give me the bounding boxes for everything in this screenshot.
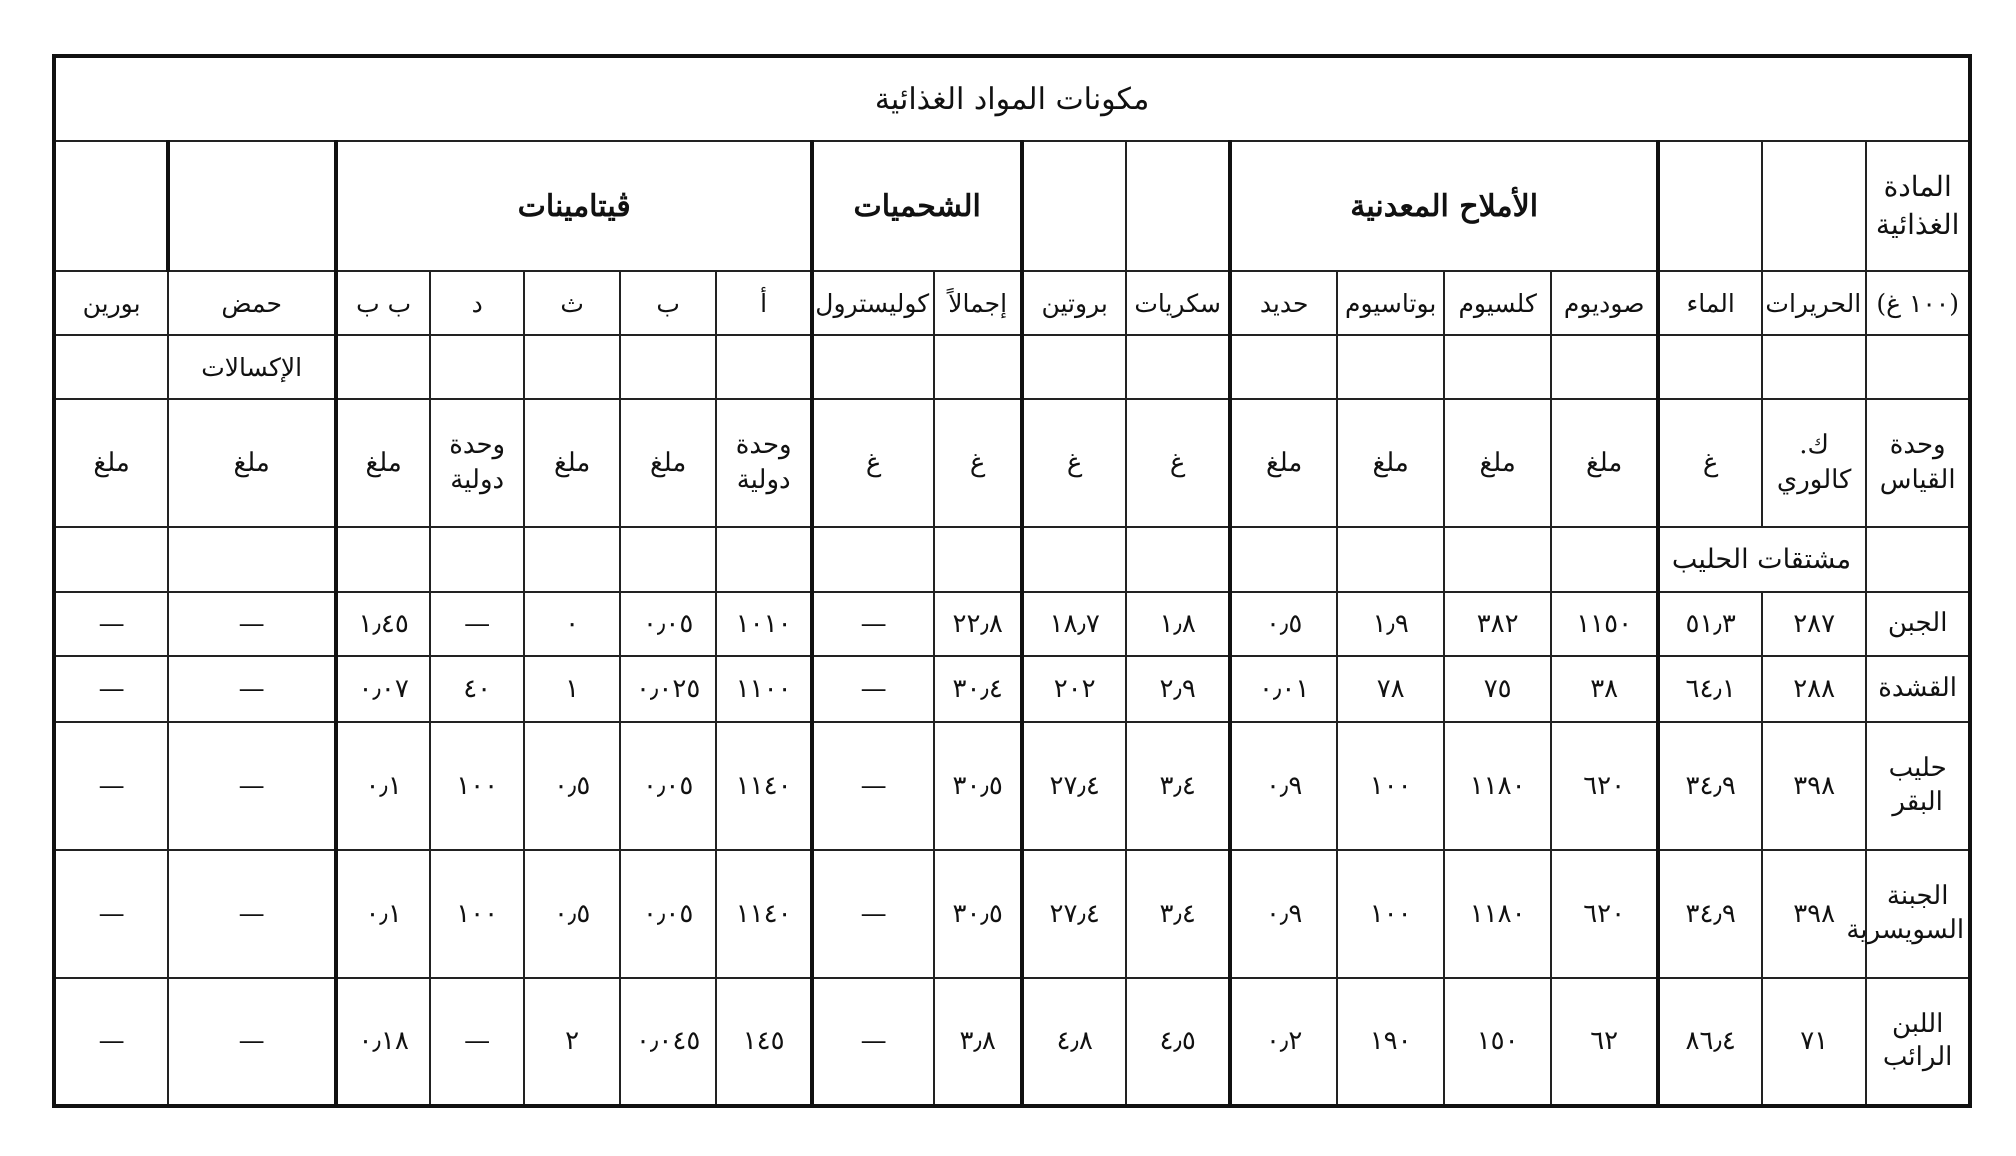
food-item-header: المادة الغذائية xyxy=(1866,141,1970,271)
unit-vitamin-b: ملغ xyxy=(620,399,716,527)
nutrition-table xyxy=(52,54,1972,1108)
section-dairy-products: مشتقات الحليب xyxy=(1658,527,1866,591)
table-cell: ٣٠٫٥ xyxy=(934,850,1022,978)
table-cell: ٣٩٨ xyxy=(1762,722,1866,850)
table-row xyxy=(54,656,1970,722)
vitamin-b-header: ب xyxy=(620,271,716,335)
table-cell: ١٠١٠ xyxy=(716,592,812,656)
unit-potassium: ملغ xyxy=(1337,399,1444,527)
table-cell: ١١٨٠ xyxy=(1444,722,1551,850)
table-cell: ٠٫١٨ xyxy=(336,978,430,1106)
table-cell: ٠٫٠٥ xyxy=(620,850,716,978)
unit-protein: غ xyxy=(1022,399,1126,527)
unit-calories: ك. كالوري xyxy=(1762,399,1866,527)
table-cell: ١١٤٠ xyxy=(716,850,812,978)
table-cell: — xyxy=(812,978,934,1106)
table-cell: ٠٫٥ xyxy=(524,850,620,978)
table-cell: ١٩٠ xyxy=(1337,978,1444,1106)
food-name: الجبنة السويسرية xyxy=(1866,850,1970,978)
purine-header: بورين xyxy=(54,271,168,335)
table-cell: ٢٫٩ xyxy=(1126,656,1230,722)
table-cell: ٤٫٥ xyxy=(1126,978,1230,1106)
table-cell: ٠٫٠٢٥ xyxy=(620,656,716,722)
table-cell: ٧١ xyxy=(1762,978,1866,1106)
empty-group-cell xyxy=(1126,141,1230,271)
table-cell: ٣٫٤ xyxy=(1126,850,1230,978)
table-cell: ٧٨ xyxy=(1337,656,1444,722)
unit-sodium: ملغ xyxy=(1551,399,1658,527)
table-cell: ٤٠ xyxy=(430,656,524,722)
table-cell: — xyxy=(812,656,934,722)
table-cell: ١٠٠ xyxy=(430,850,524,978)
table-cell: ٢ xyxy=(524,978,620,1106)
nutrition-table-sheet xyxy=(52,54,1968,1108)
table-cell: ١١٤٠ xyxy=(716,722,812,850)
table-cell: — xyxy=(168,978,336,1106)
food-rows xyxy=(54,592,1970,1107)
table-cell: ٣٤٫٩ xyxy=(1658,850,1762,978)
table-cell: ٨٦٫٤ xyxy=(1658,978,1762,1106)
table-cell: ٣٨٢ xyxy=(1444,592,1551,656)
unit-oxalic-acid: ملغ xyxy=(168,399,336,527)
table-cell: ٠٫٩ xyxy=(1230,850,1337,978)
vitamin-d-header: د xyxy=(430,271,524,335)
table-row xyxy=(54,722,1970,850)
unit-vitamin-c: ملغ xyxy=(524,399,620,527)
table-cell: ٠ xyxy=(524,592,620,656)
table-cell: ٠٫١ xyxy=(336,722,430,850)
table-cell: — xyxy=(168,850,336,978)
unit-vitamin-d: وحدة دولية xyxy=(430,399,524,527)
table-cell: ٠٫٩ xyxy=(1230,722,1337,850)
table-cell: ٣٩٨ xyxy=(1762,850,1866,978)
table-cell: — xyxy=(168,656,336,722)
iron-header: حديد xyxy=(1230,271,1337,335)
table-cell: ١ xyxy=(524,656,620,722)
table-cell: — xyxy=(168,592,336,656)
table-cell: ٢٧٫٤ xyxy=(1022,722,1126,850)
food-name: القشدة xyxy=(1866,656,1970,722)
table-cell: ٠٫٥ xyxy=(1230,592,1337,656)
per-100g-header: (١٠٠ غ) xyxy=(1866,271,1970,335)
empty-group-cell xyxy=(1022,141,1126,271)
table-cell: ١١٥٠ xyxy=(1551,592,1658,656)
table-cell: — xyxy=(168,722,336,850)
vitamin-bb-header: ب ب xyxy=(336,271,430,335)
vitamins-group-header: ڤيتامينات xyxy=(336,141,812,271)
table-title: مكونات المواد الغذائية xyxy=(54,56,1970,141)
empty-group-cell xyxy=(1658,141,1762,271)
unit-cholesterol: غ xyxy=(812,399,934,527)
unit-water: غ xyxy=(1658,399,1762,527)
table-cell: ١٠٠ xyxy=(1337,722,1444,850)
table-cell: — xyxy=(430,978,524,1106)
table-cell: ١١٠٠ xyxy=(716,656,812,722)
unit-sugars: غ xyxy=(1126,399,1230,527)
oxalic-acid-header: حمض xyxy=(168,271,336,335)
table-cell: ٣٨ xyxy=(1551,656,1658,722)
empty-group-cell xyxy=(168,141,336,271)
table-cell: ٦٢٠ xyxy=(1551,722,1658,850)
table-cell: ٥١٫٣ xyxy=(1658,592,1762,656)
table-cell: ٣٤٫٩ xyxy=(1658,722,1762,850)
calories-header: الحريرات xyxy=(1762,271,1866,335)
table-cell: ١٫٨ xyxy=(1126,592,1230,656)
cholesterol-header: كوليسترول xyxy=(812,271,934,335)
table-cell: ٧٥ xyxy=(1444,656,1551,722)
table-cell: — xyxy=(812,722,934,850)
table-row xyxy=(54,850,1970,978)
table-cell: ٣٫٤ xyxy=(1126,722,1230,850)
sodium-header: صوديوم xyxy=(1551,271,1658,335)
oxalic-acid-header-line2: الإكسالات xyxy=(168,335,336,399)
empty-group-cell xyxy=(54,141,168,271)
table-cell: ٠٫٠٧ xyxy=(336,656,430,722)
fats-group-header: الشحميات xyxy=(812,141,1022,271)
table-cell: — xyxy=(812,592,934,656)
table-cell: ١٤٥ xyxy=(716,978,812,1106)
unit-label: وحدة القياس xyxy=(1866,399,1970,527)
protein-header: بروتين xyxy=(1022,271,1126,335)
table-cell: ٢٧٫٤ xyxy=(1022,850,1126,978)
table-cell: ١٫٩ xyxy=(1337,592,1444,656)
calcium-header: كلسيوم xyxy=(1444,271,1551,335)
table-cell: ٢٨٨ xyxy=(1762,656,1866,722)
table-cell: — xyxy=(54,592,168,656)
table-cell: ٠٫٠٥ xyxy=(620,592,716,656)
vitamin-a-header: أ xyxy=(716,271,812,335)
food-name: حليب البقر xyxy=(1866,722,1970,850)
table-cell: ٦٢٠ xyxy=(1551,850,1658,978)
table-cell: — xyxy=(812,850,934,978)
table-row xyxy=(54,592,1970,656)
table-row xyxy=(54,978,1970,1106)
unit-total-fat: غ xyxy=(934,399,1022,527)
table-cell: ٠٫١ xyxy=(336,850,430,978)
water-header: الماء xyxy=(1658,271,1762,335)
table-cell: ٦٢ xyxy=(1551,978,1658,1106)
table-cell: ٠٫٥ xyxy=(524,722,620,850)
table-cell: ١٠٠ xyxy=(1337,850,1444,978)
table-cell: ١٥٠ xyxy=(1444,978,1551,1106)
table-cell: ٢٨٧ xyxy=(1762,592,1866,656)
table-cell: — xyxy=(54,978,168,1106)
table-cell: ٢٢٫٨ xyxy=(934,592,1022,656)
unit-vitamin-bb: ملغ xyxy=(336,399,430,527)
table-cell: ٣٠٫٤ xyxy=(934,656,1022,722)
table-cell: ١٫٤٥ xyxy=(336,592,430,656)
unit-calcium: ملغ xyxy=(1444,399,1551,527)
table-cell: ٣٠٫٥ xyxy=(934,722,1022,850)
table-cell: ٠٫٢ xyxy=(1230,978,1337,1106)
table-cell: — xyxy=(54,656,168,722)
vitamin-c-header: ث xyxy=(524,271,620,335)
table-cell: ١٨٫٧ xyxy=(1022,592,1126,656)
table-cell: — xyxy=(54,722,168,850)
table-cell: ٠٫٠١ xyxy=(1230,656,1337,722)
sugars-header: سكريات xyxy=(1126,271,1230,335)
table-cell: ٠٫٠٤٥ xyxy=(620,978,716,1106)
table-cell: — xyxy=(54,850,168,978)
food-name: الجبن xyxy=(1866,592,1970,656)
table-cell: ٢٠٢ xyxy=(1022,656,1126,722)
empty-group-cell xyxy=(1762,141,1866,271)
table-cell: ١١٨٠ xyxy=(1444,850,1551,978)
unit-vitamin-a: وحدة دولية xyxy=(716,399,812,527)
table-cell: ١٠٠ xyxy=(430,722,524,850)
unit-iron: ملغ xyxy=(1230,399,1337,527)
total-fat-header: إجمالاً xyxy=(934,271,1022,335)
table-cell: ٦٤٫١ xyxy=(1658,656,1762,722)
table-cell: ٠٫٠٥ xyxy=(620,722,716,850)
minerals-group-header: الأملاح المعدنية xyxy=(1230,141,1658,271)
food-name: اللبن الرائب xyxy=(1866,978,1970,1106)
table-cell: ٣٫٨ xyxy=(934,978,1022,1106)
unit-purine: ملغ xyxy=(54,399,168,527)
table-cell: ٤٫٨ xyxy=(1022,978,1126,1106)
table-cell: — xyxy=(430,592,524,656)
potassium-header: بوتاسيوم xyxy=(1337,271,1444,335)
